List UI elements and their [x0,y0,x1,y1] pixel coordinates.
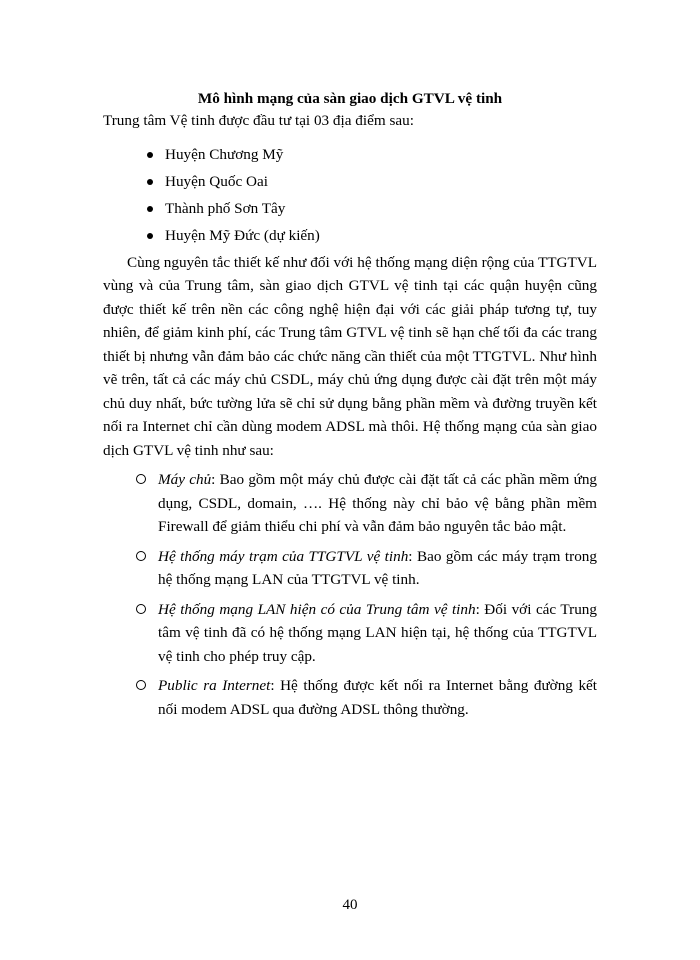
location-label: Thành phố Sơn Tây [165,199,286,217]
intro-text: Trung tâm Vệ tinh được đầu tư tại 03 địa điểm sau: [103,112,414,129]
component-list [103,468,597,721]
page-number: 40 [342,897,358,913]
document-page [103,88,597,727]
component-term: Public ra Internet [158,677,271,694]
circle-bullet-icon [136,604,146,614]
location-label: Huyện Chương Mỹ [165,145,284,163]
component-item [103,468,597,539]
circle-bullet-icon [136,474,146,484]
location-label: Huyện Quốc Oai [165,172,268,190]
location-list [103,141,597,249]
component-term: Máy chủ [158,471,212,488]
component-item [103,598,597,669]
component-description: : Đối với các Trung tâm vệ tinh đã có hệ thống mạng LAN hiện tại, hệ thống của TTGTVL vệ tinh cho phép truy cập. [158,600,597,665]
location-item [103,141,597,168]
component-description: : Bao gồm các máy trạm trong hệ thống mạng LAN của TTGTVL vệ tinh. [158,547,597,588]
component-description: : Bao gồm một máy chủ được cài đặt tất cả các phần mềm ứng dụng, CSDL, domain, …. Hệ thống này chỉ bảo vệ bằng phần mềm Firewall để giảm thiểu chi phí và vẫn đảm bảo nguyên tắc bảo mật. [158,471,598,535]
location-item [103,168,597,195]
section-title: Mô hình mạng của sàn giao dịch GTVL vệ tinh [197,90,503,107]
location-item [103,195,597,222]
body-paragraph: Cùng nguyên tắc thiết kế như đối với hệ thống mạng diện rộng của TTGTVL vùng và của Trung tâm, sàn giao dịch GTVL vệ tinh tại các quận huyện cũng được thiết kế trên nền các công nghệ hiện đại với các giải pháp tương tự, tuy nhiên, để giảm kinh phí, các Trung tâm GTVL vệ tinh sẽ hạn chế tối đa các trang thiết bị nhưng vẫn đảm bảo các chức năng cần thiết của một TTGTVL. Như hình vẽ trên, tất cả các máy chủ CSDL, máy chủ ứng dụng được cài đặt trên một máy chủ duy nhất, bức tường lửa sẽ chỉ sử dụng bằng phần mềm và đường truyền kết nối ra Internet chỉ cần dùng modem ADSL mà thôi. Hệ thống mạng của sàn giao dịch GTVL vệ tinh như sau: [103,253,597,459]
bullet-icon [147,152,153,158]
location-item [103,222,597,249]
component-term: Hệ thống mạng LAN hiện có của Trung tâm vệ tinh [158,600,476,618]
bullet-icon [147,179,153,185]
component-description: : Hệ thống được kết nối ra Internet bằng đường kết nối modem ADSL qua đường ADSL thông thường. [158,677,597,718]
bullet-icon [147,206,153,212]
bullet-icon [147,233,153,239]
component-item [103,545,597,592]
circle-bullet-icon [136,680,146,690]
component-term: Hệ thống máy trạm của TTGTVL vệ tinh [158,547,409,565]
component-item [103,674,597,721]
circle-bullet-icon [136,551,146,561]
location-label: Huyện Mỹ Đức (dự kiến) [165,226,320,244]
